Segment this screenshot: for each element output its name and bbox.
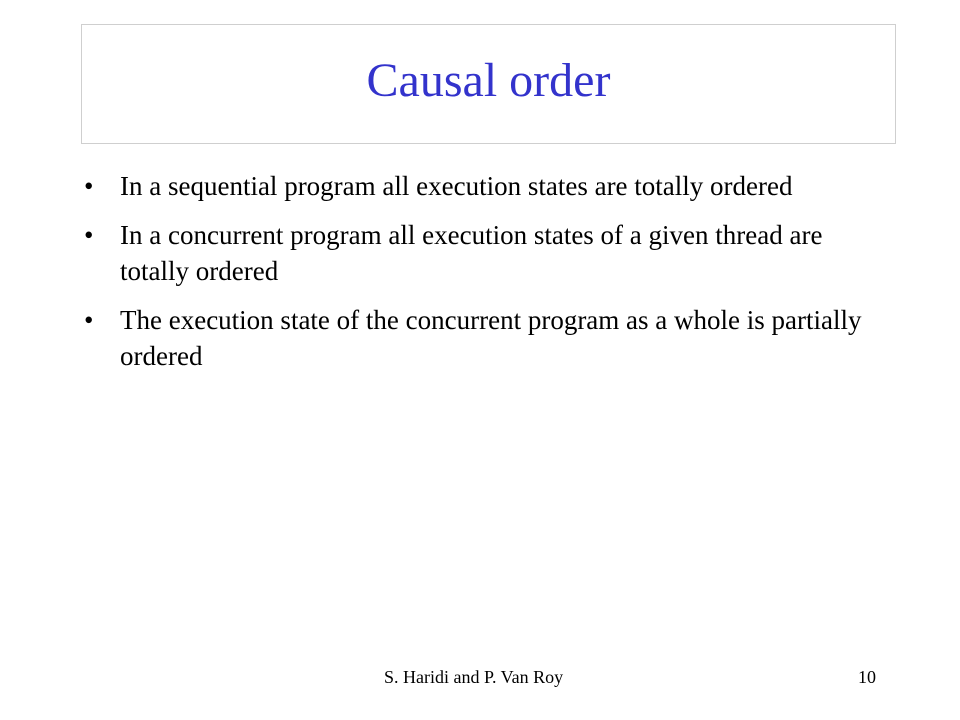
bullet-marker: • xyxy=(84,220,94,250)
slide-number: 10 xyxy=(858,667,876,687)
bullet-text: In a sequential program all execution states are totally ordered xyxy=(120,171,793,201)
footer-author: S. Haridi and P. Van Roy xyxy=(384,667,564,687)
bullet-list xyxy=(82,168,872,387)
bullet-item xyxy=(82,217,872,289)
bullet-text: In a concurrent program all execution states of a given thread are totally ordered xyxy=(120,220,823,286)
bullet-text: The execution state of the concurrent program as a whole is partially ordered xyxy=(120,305,862,371)
bullet-marker: • xyxy=(84,171,94,201)
bullet-item xyxy=(82,302,872,374)
bullet-item xyxy=(82,168,872,204)
slide-title: Causal order xyxy=(366,54,611,107)
title-placeholder xyxy=(81,24,896,144)
bullet-marker: • xyxy=(84,305,94,335)
